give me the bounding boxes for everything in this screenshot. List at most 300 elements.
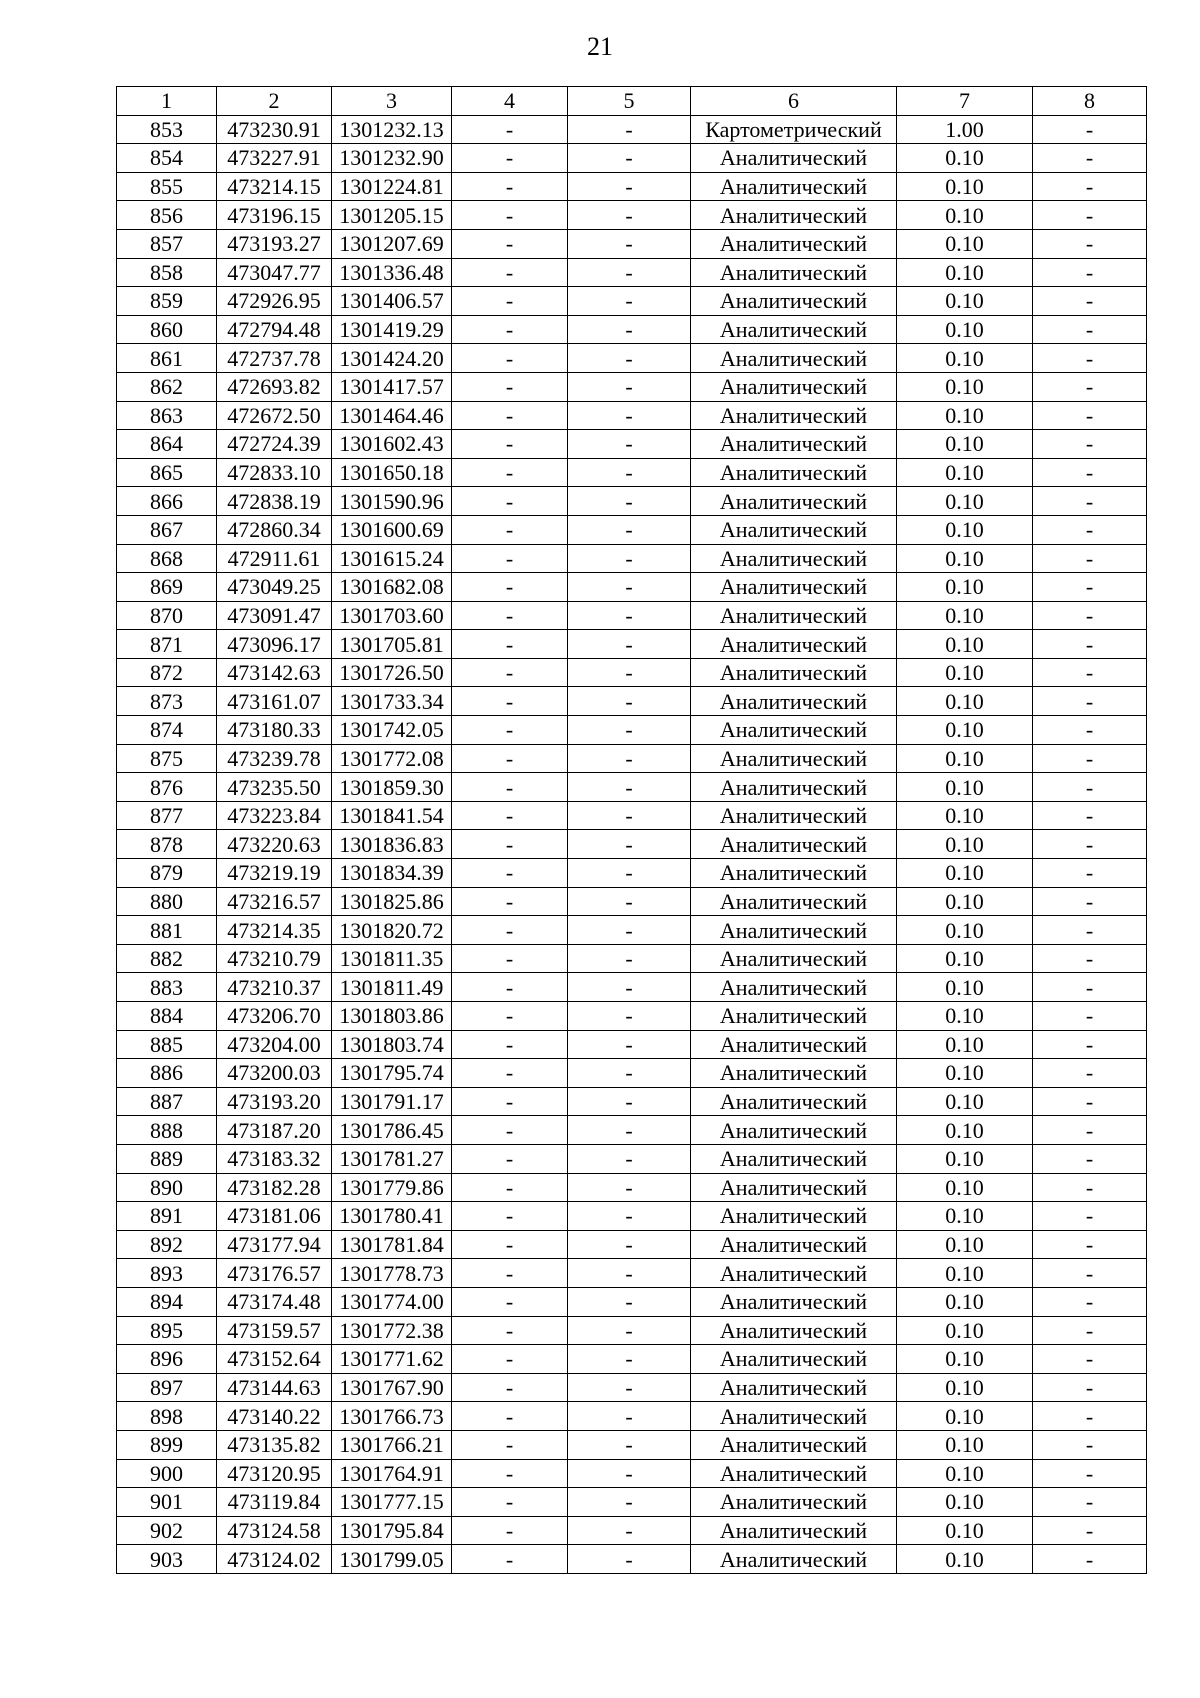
column-5-cell: - bbox=[568, 115, 691, 144]
accuracy-cell: 0.10 bbox=[897, 544, 1033, 573]
column-4-cell: - bbox=[452, 1402, 568, 1431]
y-coordinate-cell: 1301207.69 bbox=[332, 229, 452, 258]
column-8-cell: - bbox=[1033, 1087, 1147, 1116]
column-5-cell: - bbox=[568, 1002, 691, 1031]
accuracy-cell: 0.10 bbox=[897, 144, 1033, 173]
column-8-cell: - bbox=[1033, 201, 1147, 230]
accuracy-cell: 0.10 bbox=[897, 1373, 1033, 1402]
table-row bbox=[117, 1345, 1147, 1374]
x-coordinate-cell: 473152.64 bbox=[217, 1345, 332, 1374]
y-coordinate-cell: 1301419.29 bbox=[332, 315, 452, 344]
point-number-cell: 870 bbox=[117, 601, 217, 630]
table-row bbox=[117, 859, 1147, 888]
method-cell: Аналитический bbox=[691, 1087, 897, 1116]
method-cell: Аналитический bbox=[691, 1116, 897, 1145]
table-row bbox=[117, 430, 1147, 459]
column-4-cell: - bbox=[452, 344, 568, 373]
table-row bbox=[117, 658, 1147, 687]
column-4-cell: - bbox=[452, 1087, 568, 1116]
column-5-cell: - bbox=[568, 144, 691, 173]
column-5-cell: - bbox=[568, 544, 691, 573]
column-5-cell: - bbox=[568, 1087, 691, 1116]
y-coordinate-cell: 1301811.49 bbox=[332, 973, 452, 1002]
table-row bbox=[117, 287, 1147, 316]
column-5-cell: - bbox=[568, 1059, 691, 1088]
x-coordinate-cell: 473182.28 bbox=[217, 1173, 332, 1202]
table-row bbox=[117, 716, 1147, 745]
x-coordinate-cell: 473161.07 bbox=[217, 687, 332, 716]
point-number-cell: 886 bbox=[117, 1059, 217, 1088]
x-coordinate-cell: 472838.19 bbox=[217, 487, 332, 516]
y-coordinate-cell: 1301424.20 bbox=[332, 344, 452, 373]
point-number-cell: 862 bbox=[117, 372, 217, 401]
y-coordinate-cell: 1301764.91 bbox=[332, 1459, 452, 1488]
column-4-cell: - bbox=[452, 744, 568, 773]
column-8-cell: - bbox=[1033, 973, 1147, 1002]
method-cell: Аналитический bbox=[691, 1030, 897, 1059]
table-row bbox=[117, 229, 1147, 258]
table-row bbox=[117, 144, 1147, 173]
x-coordinate-cell: 473210.79 bbox=[217, 944, 332, 973]
column-4-cell: - bbox=[452, 1545, 568, 1574]
column-5-cell: - bbox=[568, 1230, 691, 1259]
column-4-cell: - bbox=[452, 887, 568, 916]
column-5-cell: - bbox=[568, 229, 691, 258]
y-coordinate-cell: 1301682.08 bbox=[332, 573, 452, 602]
point-number-cell: 871 bbox=[117, 630, 217, 659]
table-row bbox=[117, 458, 1147, 487]
accuracy-cell: 0.10 bbox=[897, 1545, 1033, 1574]
point-number-cell: 893 bbox=[117, 1259, 217, 1288]
column-8-cell: - bbox=[1033, 573, 1147, 602]
point-number-cell: 880 bbox=[117, 887, 217, 916]
table-row bbox=[117, 1002, 1147, 1031]
y-coordinate-cell: 1301205.15 bbox=[332, 201, 452, 230]
column-8-cell: - bbox=[1033, 1545, 1147, 1574]
column-5-cell: - bbox=[568, 344, 691, 373]
y-coordinate-cell: 1301602.43 bbox=[332, 430, 452, 459]
table-row bbox=[117, 1144, 1147, 1173]
y-coordinate-cell: 1301859.30 bbox=[332, 773, 452, 802]
table-row bbox=[117, 258, 1147, 287]
table-row bbox=[117, 1545, 1147, 1574]
column-header: 2 bbox=[217, 87, 332, 116]
column-5-cell: - bbox=[568, 1144, 691, 1173]
column-4-cell: - bbox=[452, 287, 568, 316]
point-number-cell: 890 bbox=[117, 1173, 217, 1202]
method-cell: Аналитический bbox=[691, 744, 897, 773]
point-number-cell: 854 bbox=[117, 144, 217, 173]
x-coordinate-cell: 473200.03 bbox=[217, 1059, 332, 1088]
column-4-cell: - bbox=[452, 1116, 568, 1145]
column-4-cell: - bbox=[452, 916, 568, 945]
x-coordinate-cell: 473180.33 bbox=[217, 716, 332, 745]
column-5-cell: - bbox=[568, 1459, 691, 1488]
column-5-cell: - bbox=[568, 458, 691, 487]
method-cell: Аналитический bbox=[691, 144, 897, 173]
table-row bbox=[117, 1516, 1147, 1545]
point-number-cell: 887 bbox=[117, 1087, 217, 1116]
x-coordinate-cell: 473214.35 bbox=[217, 916, 332, 945]
column-5-cell: - bbox=[568, 1030, 691, 1059]
column-8-cell: - bbox=[1033, 1516, 1147, 1545]
column-4-cell: - bbox=[452, 144, 568, 173]
table-row bbox=[117, 773, 1147, 802]
y-coordinate-cell: 1301726.50 bbox=[332, 658, 452, 687]
accuracy-cell: 0.10 bbox=[897, 515, 1033, 544]
accuracy-cell: 0.10 bbox=[897, 430, 1033, 459]
method-cell: Аналитический bbox=[691, 258, 897, 287]
table-row bbox=[117, 801, 1147, 830]
method-cell: Аналитический bbox=[691, 1373, 897, 1402]
column-5-cell: - bbox=[568, 601, 691, 630]
column-8-cell: - bbox=[1033, 344, 1147, 373]
column-4-cell: - bbox=[452, 687, 568, 716]
y-coordinate-cell: 1301703.60 bbox=[332, 601, 452, 630]
table-row bbox=[117, 544, 1147, 573]
column-8-cell: - bbox=[1033, 1002, 1147, 1031]
point-number-cell: 853 bbox=[117, 115, 217, 144]
column-4-cell: - bbox=[452, 601, 568, 630]
x-coordinate-cell: 473219.19 bbox=[217, 859, 332, 888]
method-cell: Аналитический bbox=[691, 773, 897, 802]
method-cell: Аналитический bbox=[691, 601, 897, 630]
point-number-cell: 868 bbox=[117, 544, 217, 573]
column-5-cell: - bbox=[568, 515, 691, 544]
y-coordinate-cell: 1301705.81 bbox=[332, 630, 452, 659]
column-4-cell: - bbox=[452, 801, 568, 830]
table-row bbox=[117, 1488, 1147, 1517]
table-row bbox=[117, 973, 1147, 1002]
method-cell: Аналитический bbox=[691, 573, 897, 602]
y-coordinate-cell: 1301600.69 bbox=[332, 515, 452, 544]
column-5-cell: - bbox=[568, 887, 691, 916]
point-number-cell: 857 bbox=[117, 229, 217, 258]
table-row bbox=[117, 916, 1147, 945]
method-cell: Аналитический bbox=[691, 1516, 897, 1545]
point-number-cell: 873 bbox=[117, 687, 217, 716]
method-cell: Аналитический bbox=[691, 1002, 897, 1031]
y-coordinate-cell: 1301224.81 bbox=[332, 172, 452, 201]
method-cell: Аналитический bbox=[691, 1345, 897, 1374]
y-coordinate-cell: 1301841.54 bbox=[332, 801, 452, 830]
column-8-cell: - bbox=[1033, 773, 1147, 802]
x-coordinate-cell: 472693.82 bbox=[217, 372, 332, 401]
accuracy-cell: 0.10 bbox=[897, 1287, 1033, 1316]
accuracy-cell: 0.10 bbox=[897, 1402, 1033, 1431]
y-coordinate-cell: 1301820.72 bbox=[332, 916, 452, 945]
column-4-cell: - bbox=[452, 830, 568, 859]
table-row bbox=[117, 401, 1147, 430]
accuracy-cell: 0.10 bbox=[897, 716, 1033, 745]
method-cell: Аналитический bbox=[691, 315, 897, 344]
point-number-cell: 859 bbox=[117, 287, 217, 316]
accuracy-cell: 0.10 bbox=[897, 1316, 1033, 1345]
accuracy-cell: 0.10 bbox=[897, 372, 1033, 401]
table-header-row bbox=[117, 87, 1147, 116]
x-coordinate-cell: 473193.27 bbox=[217, 229, 332, 258]
column-8-cell: - bbox=[1033, 229, 1147, 258]
column-8-cell: - bbox=[1033, 115, 1147, 144]
point-number-cell: 896 bbox=[117, 1345, 217, 1374]
point-number-cell: 875 bbox=[117, 744, 217, 773]
accuracy-cell: 0.10 bbox=[897, 573, 1033, 602]
column-4-cell: - bbox=[452, 1230, 568, 1259]
point-number-cell: 858 bbox=[117, 258, 217, 287]
y-coordinate-cell: 1301336.48 bbox=[332, 258, 452, 287]
x-coordinate-cell: 473124.58 bbox=[217, 1516, 332, 1545]
method-cell: Аналитический bbox=[691, 687, 897, 716]
column-8-cell: - bbox=[1033, 1230, 1147, 1259]
column-8-cell: - bbox=[1033, 258, 1147, 287]
column-4-cell: - bbox=[452, 1059, 568, 1088]
method-cell: Аналитический bbox=[691, 458, 897, 487]
y-coordinate-cell: 1301650.18 bbox=[332, 458, 452, 487]
point-number-cell: 860 bbox=[117, 315, 217, 344]
column-5-cell: - bbox=[568, 372, 691, 401]
y-coordinate-cell: 1301803.86 bbox=[332, 1002, 452, 1031]
accuracy-cell: 0.10 bbox=[897, 1059, 1033, 1088]
method-cell: Аналитический bbox=[691, 916, 897, 945]
accuracy-cell: 0.10 bbox=[897, 1430, 1033, 1459]
point-number-cell: 867 bbox=[117, 515, 217, 544]
y-coordinate-cell: 1301232.90 bbox=[332, 144, 452, 173]
point-number-cell: 865 bbox=[117, 458, 217, 487]
column-8-cell: - bbox=[1033, 487, 1147, 516]
point-number-cell: 861 bbox=[117, 344, 217, 373]
y-coordinate-cell: 1301791.17 bbox=[332, 1087, 452, 1116]
y-coordinate-cell: 1301780.41 bbox=[332, 1202, 452, 1231]
x-coordinate-cell: 472737.78 bbox=[217, 344, 332, 373]
column-5-cell: - bbox=[568, 916, 691, 945]
method-cell: Аналитический bbox=[691, 630, 897, 659]
table-row bbox=[117, 1316, 1147, 1345]
column-4-cell: - bbox=[452, 1144, 568, 1173]
x-coordinate-cell: 473159.57 bbox=[217, 1316, 332, 1345]
point-number-cell: 885 bbox=[117, 1030, 217, 1059]
point-number-cell: 869 bbox=[117, 573, 217, 602]
column-4-cell: - bbox=[452, 1316, 568, 1345]
column-header: 6 bbox=[691, 87, 897, 116]
point-number-cell: 863 bbox=[117, 401, 217, 430]
table-row bbox=[117, 1116, 1147, 1145]
column-8-cell: - bbox=[1033, 1030, 1147, 1059]
column-4-cell: - bbox=[452, 944, 568, 973]
y-coordinate-cell: 1301786.45 bbox=[332, 1116, 452, 1145]
method-cell: Аналитический bbox=[691, 887, 897, 916]
column-8-cell: - bbox=[1033, 944, 1147, 973]
y-coordinate-cell: 1301615.24 bbox=[332, 544, 452, 573]
method-cell: Аналитический bbox=[691, 544, 897, 573]
y-coordinate-cell: 1301781.27 bbox=[332, 1144, 452, 1173]
accuracy-cell: 0.10 bbox=[897, 916, 1033, 945]
column-header: 8 bbox=[1033, 87, 1147, 116]
column-8-cell: - bbox=[1033, 859, 1147, 888]
method-cell: Аналитический bbox=[691, 658, 897, 687]
point-number-cell: 878 bbox=[117, 830, 217, 859]
column-8-cell: - bbox=[1033, 544, 1147, 573]
column-5-cell: - bbox=[568, 287, 691, 316]
accuracy-cell: 0.10 bbox=[897, 630, 1033, 659]
column-8-cell: - bbox=[1033, 1430, 1147, 1459]
column-5-cell: - bbox=[568, 687, 691, 716]
x-coordinate-cell: 473235.50 bbox=[217, 773, 332, 802]
x-coordinate-cell: 473049.25 bbox=[217, 573, 332, 602]
accuracy-cell: 1.00 bbox=[897, 115, 1033, 144]
column-8-cell: - bbox=[1033, 172, 1147, 201]
accuracy-cell: 0.10 bbox=[897, 201, 1033, 230]
method-cell: Аналитический bbox=[691, 372, 897, 401]
column-5-cell: - bbox=[568, 1516, 691, 1545]
x-coordinate-cell: 473144.63 bbox=[217, 1373, 332, 1402]
x-coordinate-cell: 473210.37 bbox=[217, 973, 332, 1002]
column-4-cell: - bbox=[452, 487, 568, 516]
column-4-cell: - bbox=[452, 573, 568, 602]
point-number-cell: 882 bbox=[117, 944, 217, 973]
y-coordinate-cell: 1301834.39 bbox=[332, 859, 452, 888]
method-cell: Аналитический bbox=[691, 201, 897, 230]
table-row bbox=[117, 1459, 1147, 1488]
column-4-cell: - bbox=[452, 201, 568, 230]
x-coordinate-cell: 472724.39 bbox=[217, 430, 332, 459]
column-4-cell: - bbox=[452, 1488, 568, 1517]
method-cell: Аналитический bbox=[691, 1259, 897, 1288]
column-8-cell: - bbox=[1033, 1173, 1147, 1202]
method-cell: Аналитический bbox=[691, 1459, 897, 1488]
point-number-cell: 864 bbox=[117, 430, 217, 459]
accuracy-cell: 0.10 bbox=[897, 172, 1033, 201]
y-coordinate-cell: 1301417.57 bbox=[332, 372, 452, 401]
table-row bbox=[117, 944, 1147, 973]
y-coordinate-cell: 1301772.08 bbox=[332, 744, 452, 773]
y-coordinate-cell: 1301766.21 bbox=[332, 1430, 452, 1459]
point-number-cell: 888 bbox=[117, 1116, 217, 1145]
column-header: 7 bbox=[897, 87, 1033, 116]
point-number-cell: 879 bbox=[117, 859, 217, 888]
column-4-cell: - bbox=[452, 1516, 568, 1545]
y-coordinate-cell: 1301825.86 bbox=[332, 887, 452, 916]
y-coordinate-cell: 1301774.00 bbox=[332, 1287, 452, 1316]
method-cell: Аналитический bbox=[691, 1230, 897, 1259]
accuracy-cell: 0.10 bbox=[897, 315, 1033, 344]
accuracy-cell: 0.10 bbox=[897, 229, 1033, 258]
column-8-cell: - bbox=[1033, 801, 1147, 830]
accuracy-cell: 0.10 bbox=[897, 887, 1033, 916]
table-row bbox=[117, 830, 1147, 859]
accuracy-cell: 0.10 bbox=[897, 1002, 1033, 1031]
column-8-cell: - bbox=[1033, 687, 1147, 716]
column-4-cell: - bbox=[452, 773, 568, 802]
accuracy-cell: 0.10 bbox=[897, 1144, 1033, 1173]
column-5-cell: - bbox=[568, 1173, 691, 1202]
table-row bbox=[117, 887, 1147, 916]
column-5-cell: - bbox=[568, 658, 691, 687]
column-4-cell: - bbox=[452, 1373, 568, 1402]
table-row bbox=[117, 1287, 1147, 1316]
x-coordinate-cell: 473174.48 bbox=[217, 1287, 332, 1316]
column-5-cell: - bbox=[568, 315, 691, 344]
method-cell: Аналитический bbox=[691, 487, 897, 516]
table-row bbox=[117, 573, 1147, 602]
point-number-cell: 898 bbox=[117, 1402, 217, 1431]
column-4-cell: - bbox=[452, 229, 568, 258]
x-coordinate-cell: 473096.17 bbox=[217, 630, 332, 659]
y-coordinate-cell: 1301781.84 bbox=[332, 1230, 452, 1259]
x-coordinate-cell: 473206.70 bbox=[217, 1002, 332, 1031]
x-coordinate-cell: 473124.02 bbox=[217, 1545, 332, 1574]
method-cell: Аналитический bbox=[691, 1488, 897, 1517]
table-row bbox=[117, 515, 1147, 544]
x-coordinate-cell: 473091.47 bbox=[217, 601, 332, 630]
y-coordinate-cell: 1301742.05 bbox=[332, 716, 452, 745]
column-8-cell: - bbox=[1033, 1316, 1147, 1345]
column-4-cell: - bbox=[452, 1459, 568, 1488]
x-coordinate-cell: 473119.84 bbox=[217, 1488, 332, 1517]
method-cell: Аналитический bbox=[691, 287, 897, 316]
accuracy-cell: 0.10 bbox=[897, 344, 1033, 373]
accuracy-cell: 0.10 bbox=[897, 487, 1033, 516]
x-coordinate-cell: 473193.20 bbox=[217, 1087, 332, 1116]
x-coordinate-cell: 473204.00 bbox=[217, 1030, 332, 1059]
column-4-cell: - bbox=[452, 1030, 568, 1059]
point-number-cell: 884 bbox=[117, 1002, 217, 1031]
accuracy-cell: 0.10 bbox=[897, 401, 1033, 430]
column-5-cell: - bbox=[568, 773, 691, 802]
x-coordinate-cell: 473176.57 bbox=[217, 1259, 332, 1288]
y-coordinate-cell: 1301799.05 bbox=[332, 1545, 452, 1574]
column-4-cell: - bbox=[452, 315, 568, 344]
x-coordinate-cell: 473183.32 bbox=[217, 1144, 332, 1173]
accuracy-cell: 0.10 bbox=[897, 458, 1033, 487]
column-8-cell: - bbox=[1033, 430, 1147, 459]
column-header: 3 bbox=[332, 87, 452, 116]
x-coordinate-cell: 473227.91 bbox=[217, 144, 332, 173]
point-number-cell: 877 bbox=[117, 801, 217, 830]
point-number-cell: 872 bbox=[117, 658, 217, 687]
y-coordinate-cell: 1301766.73 bbox=[332, 1402, 452, 1431]
column-header: 4 bbox=[452, 87, 568, 116]
method-cell: Аналитический bbox=[691, 1316, 897, 1345]
point-number-cell: 855 bbox=[117, 172, 217, 201]
column-5-cell: - bbox=[568, 744, 691, 773]
point-number-cell: 891 bbox=[117, 1202, 217, 1231]
point-number-cell: 874 bbox=[117, 716, 217, 745]
column-5-cell: - bbox=[568, 172, 691, 201]
column-5-cell: - bbox=[568, 430, 691, 459]
column-5-cell: - bbox=[568, 401, 691, 430]
point-number-cell: 889 bbox=[117, 1144, 217, 1173]
x-coordinate-cell: 472672.50 bbox=[217, 401, 332, 430]
y-coordinate-cell: 1301779.86 bbox=[332, 1173, 452, 1202]
table-row bbox=[117, 1402, 1147, 1431]
table-row bbox=[117, 1430, 1147, 1459]
point-number-cell: 892 bbox=[117, 1230, 217, 1259]
column-8-cell: - bbox=[1033, 601, 1147, 630]
coordinates-table bbox=[116, 86, 1147, 1574]
point-number-cell: 881 bbox=[117, 916, 217, 945]
table-row bbox=[117, 115, 1147, 144]
column-8-cell: - bbox=[1033, 287, 1147, 316]
x-coordinate-cell: 473181.06 bbox=[217, 1202, 332, 1231]
point-number-cell: 903 bbox=[117, 1545, 217, 1574]
column-8-cell: - bbox=[1033, 458, 1147, 487]
x-coordinate-cell: 472860.34 bbox=[217, 515, 332, 544]
column-8-cell: - bbox=[1033, 1116, 1147, 1145]
accuracy-cell: 0.10 bbox=[897, 658, 1033, 687]
point-number-cell: 900 bbox=[117, 1459, 217, 1488]
method-cell: Картометрический bbox=[691, 115, 897, 144]
point-number-cell: 883 bbox=[117, 973, 217, 1002]
